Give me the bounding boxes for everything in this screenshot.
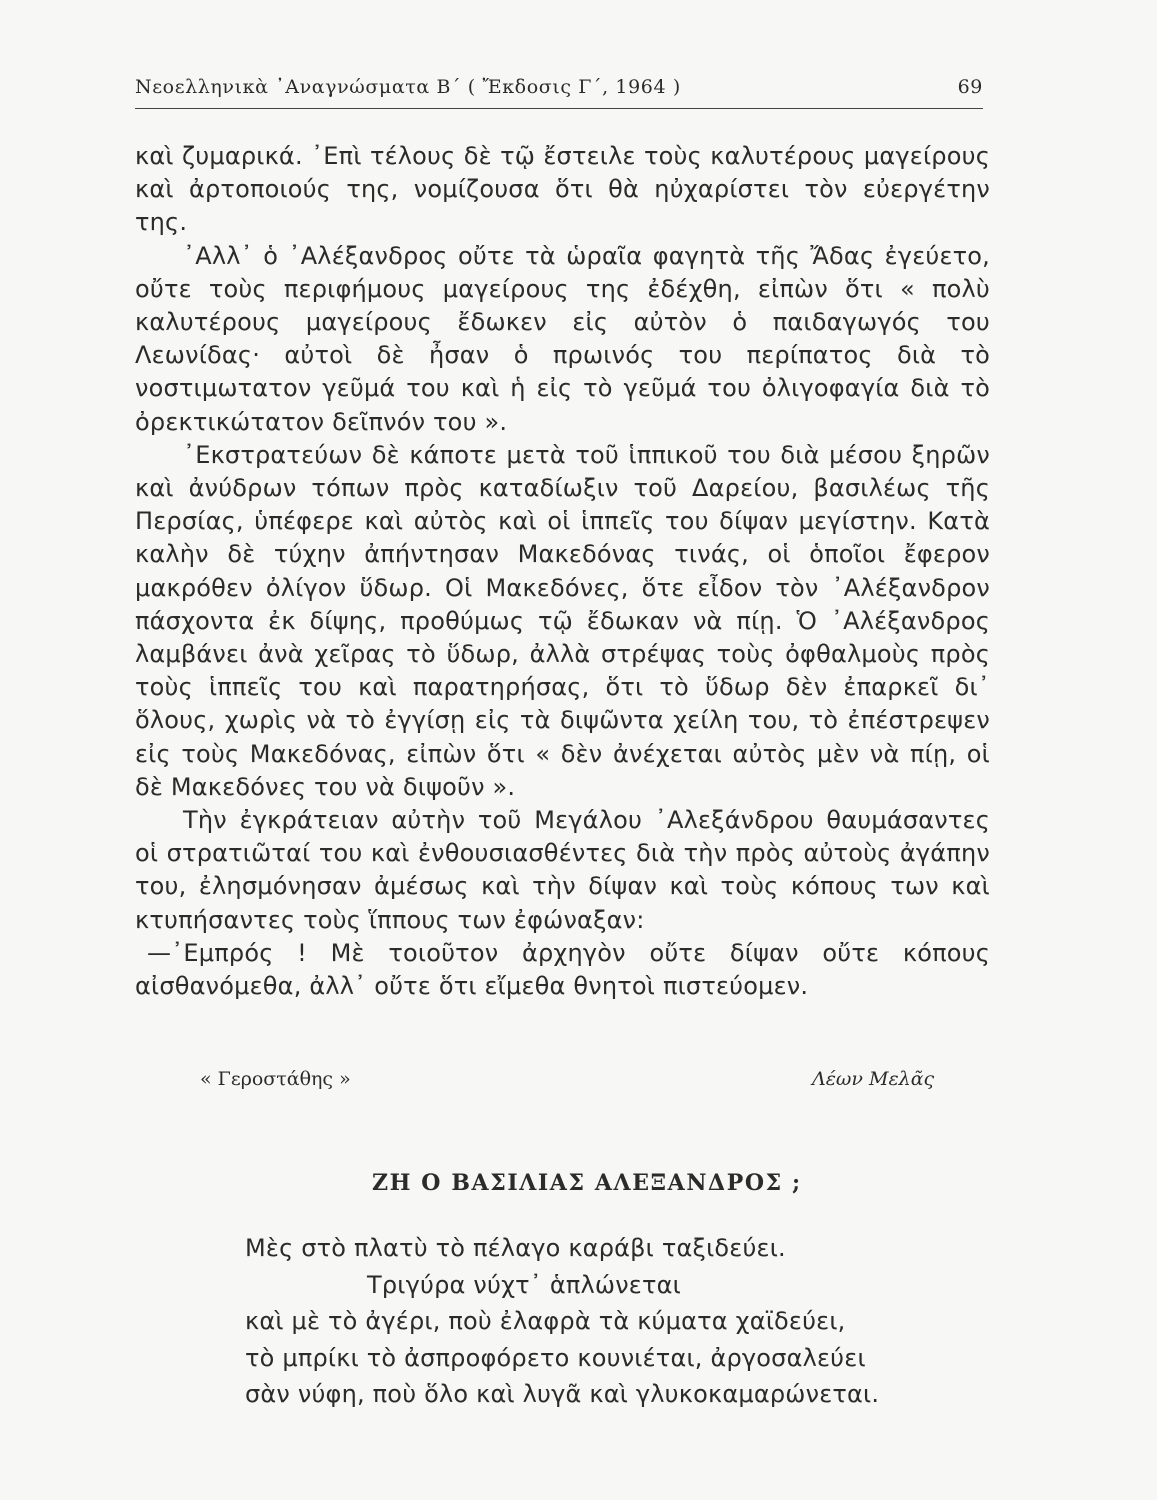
poem-line: Τριγύρα νύχτ᾿ ἁπλώνεται [367,1270,681,1299]
author-name: Λέων Μελᾶς [812,1068,935,1090]
dialogue-paragraph: —᾿Εμπρός ! Μὲ τοιοῦτον ἀρχηγὸν οὔτε δίψαν οὔτε κόπους αἰσθανόμεθα, ἀλλ᾿ οὔτε ὅτι εἴμεθα θνητοὶ πιστεύομεν. [135,938,990,1001]
paragraph: Τὴν ἐγκράτειαν αὐτὴν τοῦ Μεγάλου ᾿Αλεξάνδρου θαυμάσαντες οἱ στρατιῶταί του καὶ ἐνθουσιασθέντες διὰ τὴν πρὸς αὐτοὺς ἀγάπην του, ἐλησμόνησαν ἀμέσως καὶ τὴν δίψαν καὶ τοὺς κόπους των καὶ κτυπήσαντες τοὺς ἵππους των ἐφώναξαν: [135,806,990,934]
paragraph: ᾿Εκστρατεύων δὲ κάποτε μετὰ τοῦ ἱππικοῦ του διὰ μέσου ξηρῶν καὶ ἀνύδρων τόπων πρὸς καταδίωξιν τοῦ Δαρείου, βασιλέως τῆς Περσίας, ὑπέφερε καὶ αὐτὸς καὶ οἱ ἱππεῖς του δίψαν μεγίστην. Κατὰ καλὴν δὲ τύχην ἀπήντησαν Μακεδόνας τινάς, οἱ ὁποῖοι ἔφερον μακρόθεν ὀλίγον ὕδωρ. Οἱ Μακεδόνες, ὅτε εἶδον τὸν ᾿Αλέξανδρον πάσχοντα ἐκ δίψης, προθύμως τῷ ἔδωκαν νὰ πίῃ. Ὁ ᾿Αλέξανδρος λαμβάνει ἀνὰ χεῖρας τὸ ὕδωρ, ἀλλὰ στρέψας τοὺς ὀφθαλμοὺς πρὸς τοὺς ἱππεῖς του καὶ παρατηρήσας, ὅτι τὸ ὕδωρ δὲν ἐπαρκεῖ δι᾿ ὅλους, χωρὶς νὰ τὸ ἐγγίσῃ εἰς τὰ διψῶντα χείλη του, τὸ ἐπέστρεψεν εἰς τοὺς Μακεδόνας, εἰπὼν ὅτι « δὲν ἀνέχεται αὐτὸς μὲν νὰ πίῃ, οἱ δὲ Μακεδόνες του νὰ διψοῦν ». [135,440,990,801]
poem-line: καὶ μὲ τὸ ἀγέρι, ποὺ ἐλαφρὰ τὰ κύματα χαϊδεύει, [245,1307,846,1335]
source-attribution: « Γεροστάθης » [200,1068,351,1090]
poem-line: σὰν νύφη, ποὺ ὅλο καὶ λυγᾶ καὶ γλυκοκαμαρώνεται. [245,1380,880,1408]
prose-text [135,140,990,1003]
poem-title: ΖΗ Ο ΒΑΣΙΛΙΑΣ ΑΛΕΞΑΝΔΡΟΣ ; [372,1170,802,1196]
running-header [135,72,983,109]
header-title: Νεοελληνικὰ ᾿Αναγνώσματα Β΄ ( Ἔκδοσις Γ΄, 1964 ) [135,76,681,98]
poem-line: Μὲς στὸ πλατὺ τὸ πέλαγο καράβι ταξιδεύει. [245,1234,786,1262]
paragraph: καὶ ζυμαρικά. ᾿Επὶ τέλους δὲ τῷ ἔστειλε τοὺς καλυτέρους μαγείρους καὶ ἀρτοποιούς της, νομίζουσα ὅτι θὰ ηὐχαρίστει τὸν εὐεργέτην της. [135,142,990,237]
paragraph: ᾿Αλλ᾿ ὁ ᾿Αλέξανδρος οὔτε τὰ ὡραῖα φαγητὰ τῆς Ἄδας ἐγεύετο, οὔτε τοὺς περιφήμους μαγείρους της ἐδέχθη, εἰπὼν ὅτι « πολὺ καλυτέρους μαγείρους ἔδωκεν εἰς αὐτὸν ὁ παιδαγωγός του Λεωνίδας· αὐτοὶ δὲ ἦσαν ὁ πρωινός του περίπατος διὰ τὸ νοστιμωτατον γεῦμά του καὶ ἡ εἰς τὸ γεῦμά του ὀλιγοφαγία διὰ τὸ ὀρεκτικώτατον δεῖπνόν του ». [135,241,990,436]
poem-body [245,1230,965,1413]
poem-line: τὸ μπρίκι τὸ ἀσπροφόρετο κουνιέται, ἀργοσαλεύει [245,1343,866,1372]
page-number: 69 [957,76,983,98]
